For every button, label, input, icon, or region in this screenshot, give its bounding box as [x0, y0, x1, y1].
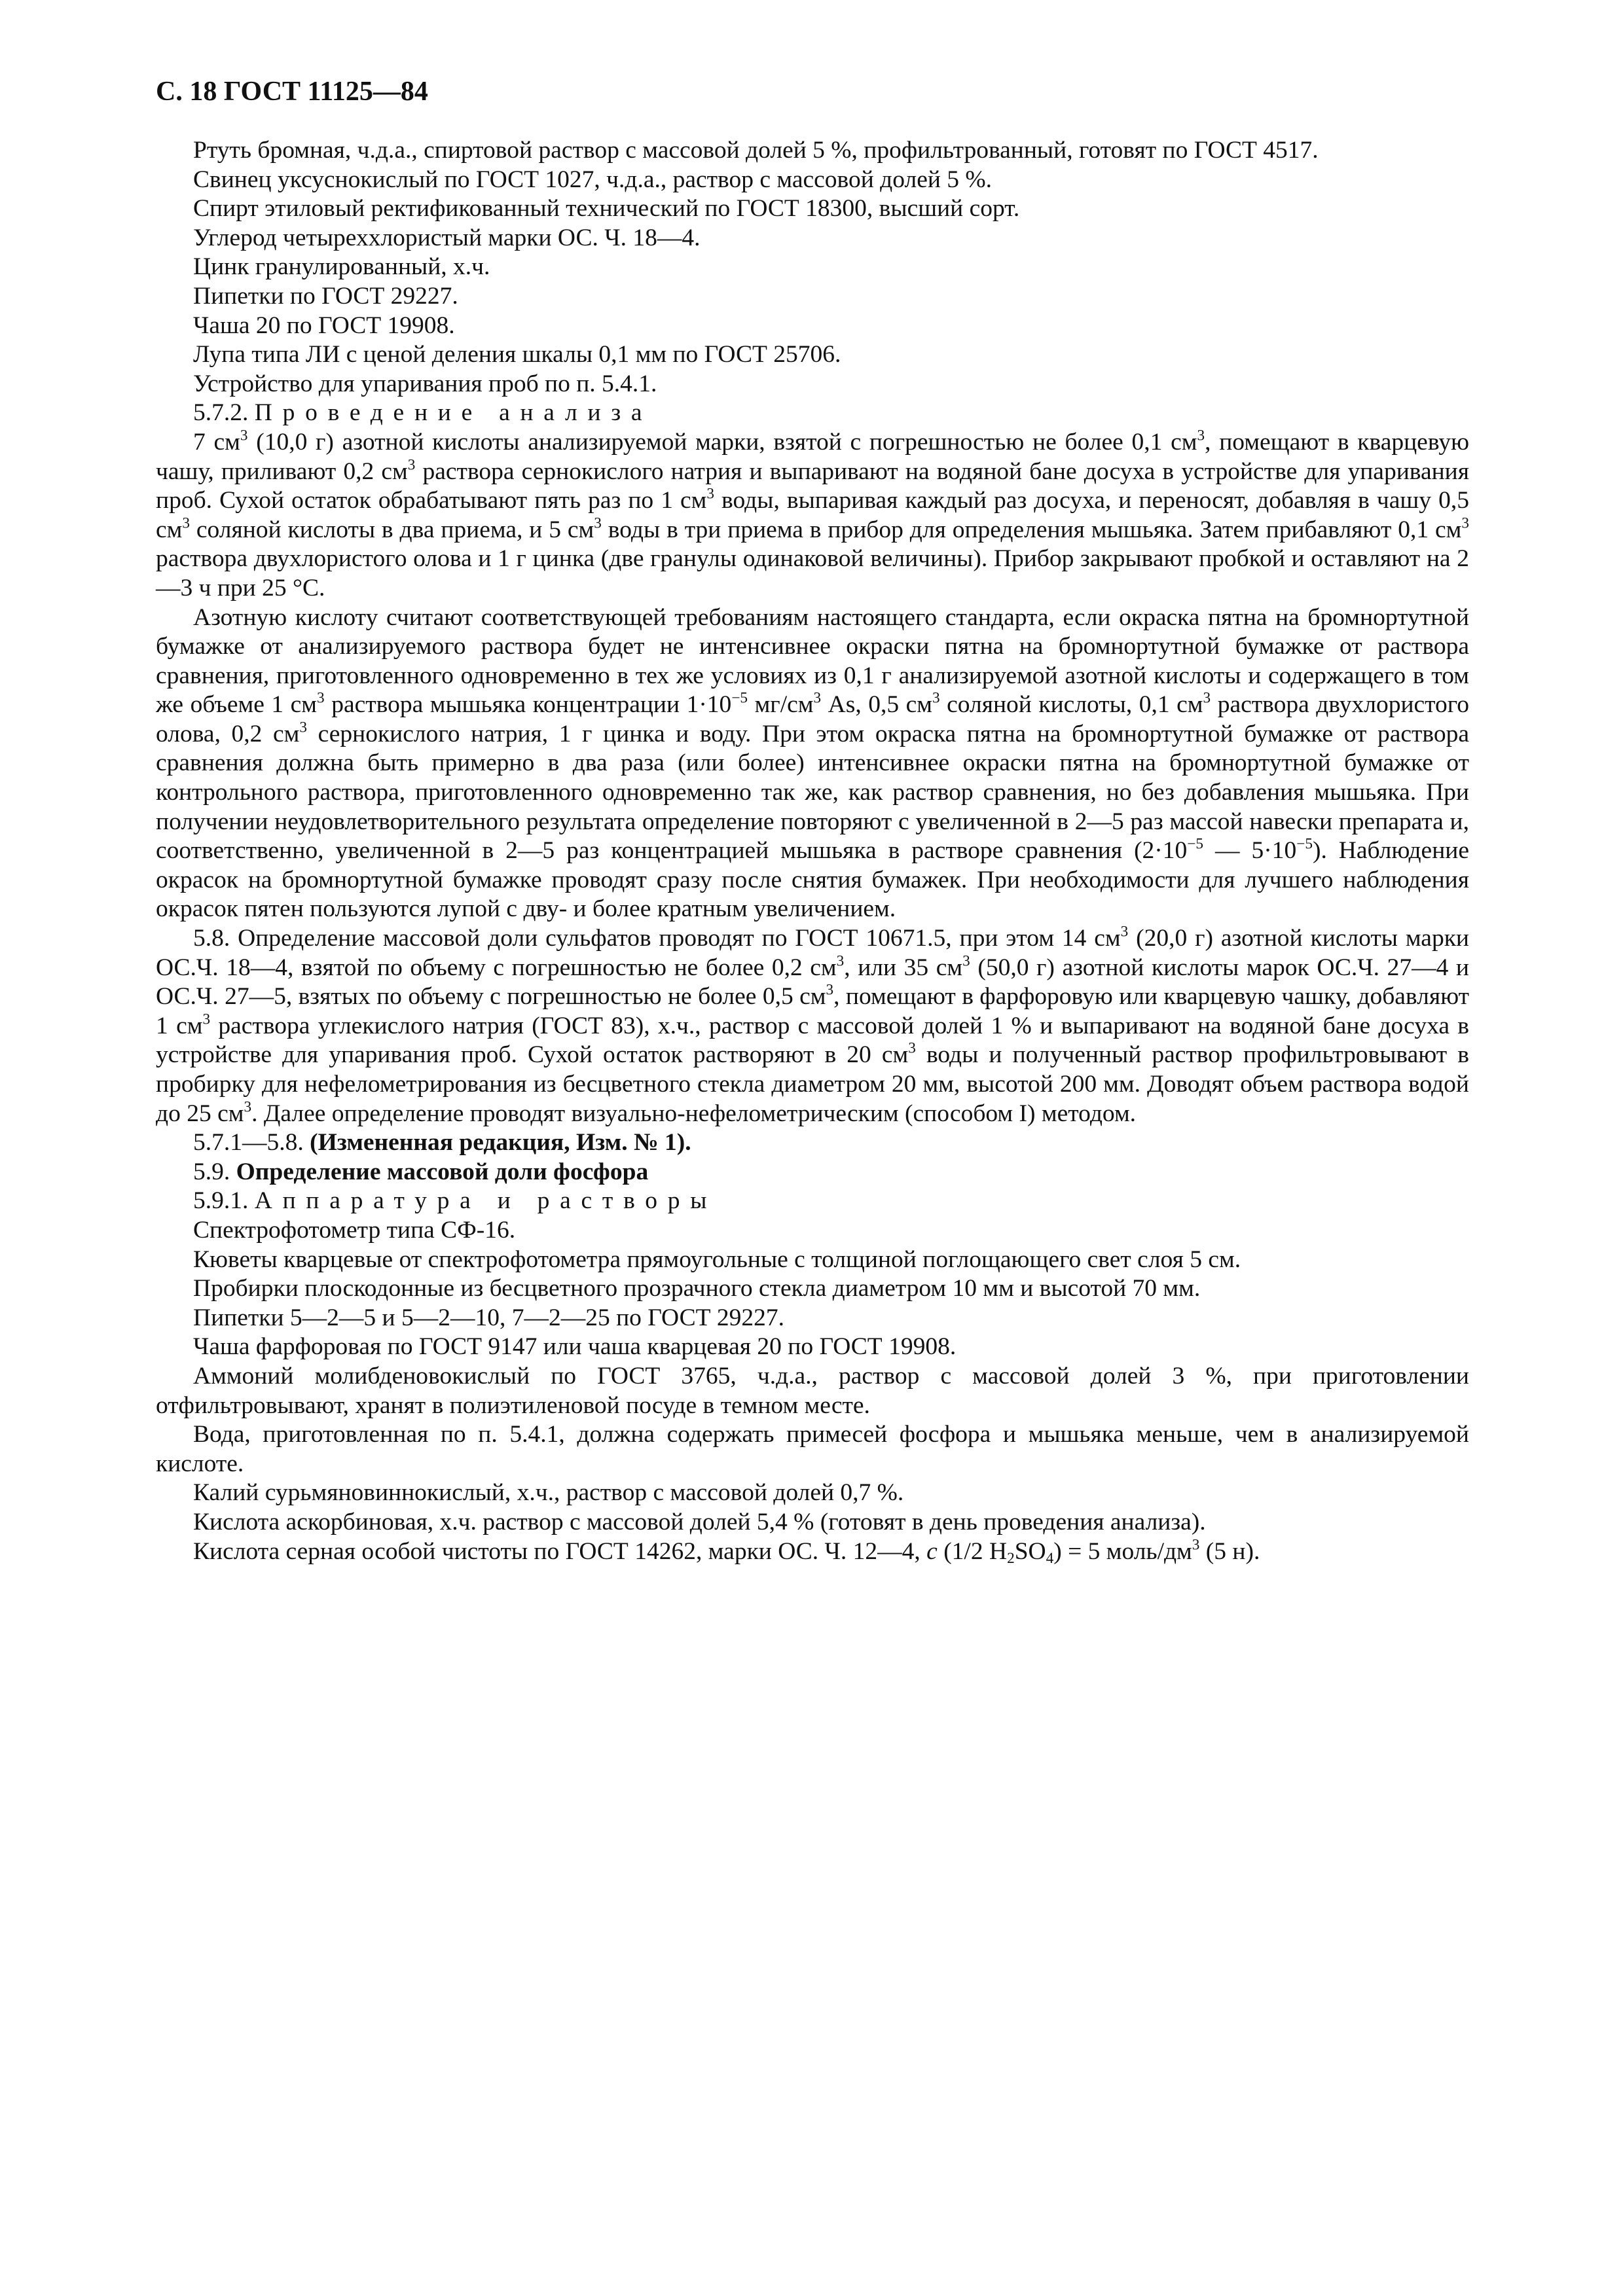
reagent-line: Лупа типа ЛИ с ценой деления шкалы 0,1 мм по ГОСТ 25706.: [193, 341, 841, 368]
reagent-line: Кюветы кварцевые от спектрофотометра прямоугольные с толщиной поглощающего свет слоя 5 см.: [193, 1246, 1241, 1273]
reagent-line: Чаша 20 по ГОСТ 19908.: [193, 312, 455, 339]
reagent-line: Ртуть бромная, ч.д.а., спиртовой раствор с массовой долей 5 %, профильтрованный, готовят по ГОСТ 4517.: [193, 137, 1319, 164]
reagent-line: Спирт этиловый ректификованный технический по ГОСТ 18300, высший сорт.: [193, 195, 1020, 223]
reagent-line: Спектрофотометр типа СФ-16.: [193, 1216, 516, 1244]
section-heading-5-7-2: [156, 399, 1469, 428]
reagent-line: Калий сурьмяновиннокислый, х.ч., раствор с массовой долей 0,7 %.: [193, 1479, 904, 1507]
reagent-line: Углерод четыреххлористый марки ОС. Ч. 18—4.: [193, 224, 701, 251]
reagent-line: Аммоний молибденовокислый по ГОСТ 3765, ч.д.а., раствор с массовой долей 3 %, при приготовлении отфильтровывают, хранят в полиэтиленовой посуде в темном месте.: [156, 1362, 1469, 1419]
section-title: Проведение анализа: [254, 399, 653, 427]
reagent-line: Свинец уксуснокислый по ГОСТ 1027, ч.д.а., раствор с массовой долей 5 %.: [193, 166, 993, 193]
paragraph-analysis-procedure: 7 $см^3$ (10,0 г) азотной кислоты анализируемой марки, взятой с погрешностью не более 0,1 $см^3$, помещают в кварцевую чашу, приливают 0,2 $см^3$ раствора сернокислого натрия и выпаривают на водяной бане досуха в устройстве для упаривания проб. Сухой остаток обрабатывают пять раз по 1 $см^3$ воды, выпаривая каждый раз досуха, и переносят, добавляя в чашу 0,5 $см^3$ соляной кислоты в два приема, и 5 $см^3$ воды в три приема в прибор для определения мышьяка. Затем прибавляют 0,1 $см^3$ раствора двухлористого олова и 1 г цинка (две гранулы одинаковой величины). Прибор закрывают пробкой и оставляют на 2—3 ч при 25 °С.: [156, 427, 1470, 601]
reagent-line: Цинк гранулированный, х.ч.: [193, 253, 490, 281]
reagent-line-sulfuric-acid: Кислота серная особой чистоты по ГОСТ 14262, марки ОС. Ч. 12—4, c (1/2 $H_2SO_4) = 5$ моль/$дм^3$ (5 н).: [193, 1536, 1260, 1567]
section-number: 5.7.2.: [193, 399, 249, 427]
reagent-line: Кислота аскорбиновая, х.ч. раствор с массовой долей 5,4 % (готовят в день проведения анализа).: [193, 1508, 1206, 1535]
reagent-line: Пипетки 5—2—5 и 5—2—10, 7—2—25 по ГОСТ 29227.: [193, 1304, 785, 1331]
reagent-line: Пипетки по ГОСТ 29227.: [193, 282, 458, 310]
reagent-line: Чаша фарфоровая по ГОСТ 9147 или чаша кварцевая 20 по ГОСТ 19908.: [193, 1333, 957, 1361]
section-heading-5-9-1: 5.9.1. Аппаратура и растворы: [193, 1187, 718, 1215]
section-heading-5-9: 5.9. Определение массовой доли фосфора: [193, 1158, 649, 1185]
document-page: [156, 77, 1469, 1566]
page-header: С. 18 ГОСТ 11125—84: [156, 77, 428, 107]
paragraph-acceptance-criteria: Азотную кислоту считают соответствующей требованиям настоящего стандарта, если окраска пятна на бромнортутной бумажке от анализируемого раствора будет не интенсивнее окраски пятна на бромнортутной бумажке от раствора сравнения, приготовленного одновременно в тех же условиях из 0,1 г анализируемой азотной кислоты и содержащего в том же объеме 1 $см^3$ раствора мышьяка концентрации $1\cdot 10^{-5}$ $мг/см^3$ As, 0,5 $см^3$ соляной кислоты, 0,1 $см^3$ раствора двухлористого олова, 0,2 $см^3$ сернокислого натрия, 1 г цинка и воду. При этом окраска пятна на бромнортутной бумажке от раствора сравнения должна быть примерно в два раза (или более) интенсивнее окраски пятна на бромнортутной бумажке от контрольного раствора, приготовленного одновременно так же, как раствор сравнения, но без добавления мышьяка. При получении неудовлетворительного результата определение повторяют с увеличенной в 2—5 раз массой навески препарата и, соответственно, увеличенной в 2—5 раз концентрацией мышьяка в растворе сравнения ($2\cdot 10^{-5}$ — $5\cdot 10^{-5}$). Наблюдение окрасок на бромнортутной бумажке проводят сразу после снятия бумажек. При необходимости для лучшего наблюдения окрасок пятен пользуются лупой с дву- и более кратным увеличением.: [156, 603, 1469, 923]
reagent-line: Пробирки плоскодонные из бесцветного прозрачного стекла диаметром 10 мм и высотой 70 мм.: [193, 1275, 1201, 1302]
reagent-line: Вода, приготовленная по п. 5.4.1, должна содержать примесей фосфора и мышьяка меньше, чем в анализируемой кислоте.: [156, 1421, 1469, 1477]
reagent-line: Устройство для упаривания проб по п. 5.4.1.: [193, 370, 657, 397]
paragraph-5-8-sulfates: 5.8. Определение массовой доли сульфатов проводят по ГОСТ 10671.5, при этом 14 $см^3$ (20,0 г) азотной кислоты марки ОС.Ч. 18—4, взятой по объему с погрешностью не более 0,2 $см^3$, или 35 $см^3$ (50,0 г) азотной кислоты марок ОС.Ч. 27—4 и ОС.Ч. 27—5, взятых по объему с погрешностью не более 0,5 $см^3$, помещают в фарфоровую или кварцевую чашку, добавляют 1 $см^3$ раствора углекислого натрия (ГОСТ 83), х.ч., раствор с массовой долей 1 % и выпаривают на водяной бане досуха в устройстве для упаривания проб. Сухой остаток растворяют в 20 $см^3$ воды и полученный раствор профильтровывают в пробирку для нефелометрирования из бесцветного стекла диаметром 20 мм, высотой 200 мм. Доводят объем раствора водой до 25 $см^3$. Далее определение проводят визуально-нефелометрическим (способом I) методом.: [156, 923, 1470, 1127]
amendment-note: 5.7.1—5.8. (Измененная редакция, Изм. № 1).: [193, 1129, 691, 1157]
